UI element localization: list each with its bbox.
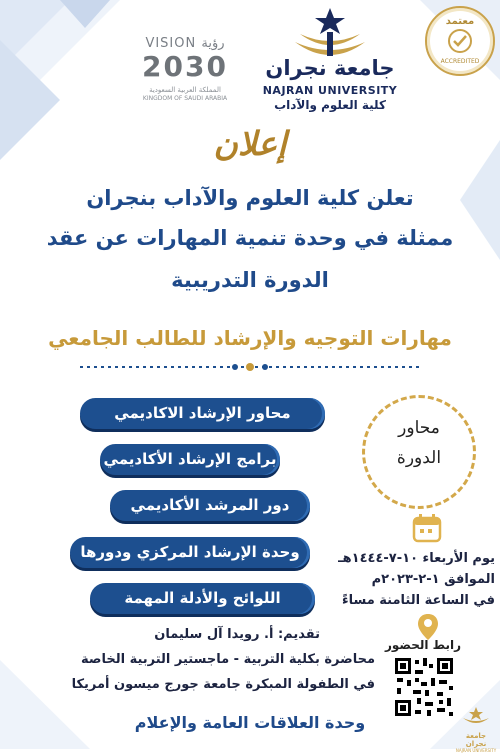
presenter-name: تقديم: أ. رويدا آل سليمان <box>154 627 320 642</box>
footer-logo-en: NAJRAN UNIVERSITY <box>455 748 497 753</box>
presenter-role: محاضرة بكلية التربية - ماجستير التربية الخاصة <box>81 652 375 667</box>
course-title: مهارات التوجيه والإرشاد للطالب الجامعي <box>48 326 452 350</box>
footer-logo-ar: جامعة نجران <box>465 732 487 748</box>
najran-university-logo-icon <box>455 706 497 728</box>
college-name: كلية العلوم والآداب <box>274 98 386 112</box>
vision-label <box>125 36 245 51</box>
course-axis-item: اللوائح والأدلة المهمة <box>90 583 315 614</box>
vision-label-ar: رؤية <box>201 36 225 51</box>
vision-kingdom-en: KINGDOM OF SAUDI ARABIA <box>142 95 228 102</box>
headline-line-2: ممثلة في وحدة تنمية المهارات عن عقد <box>46 226 454 250</box>
university-name-ar: جامعة نجران <box>265 56 395 80</box>
qr-code-icon[interactable] <box>393 656 455 718</box>
accredited-label-ar: معتمد <box>445 16 475 27</box>
schedule-time: في الساعة الثامنة مساءً <box>341 593 495 608</box>
calendar-icon <box>412 513 442 543</box>
circle-line-1: محاور <box>398 418 440 438</box>
university-name-en: NAJRAN UNIVERSITY <box>262 84 398 97</box>
accredited-badge <box>425 6 495 76</box>
course-axis-item: وحدة الإرشاد المركزي ودورها <box>70 537 310 568</box>
headline-line-3: الدورة التدريبية <box>171 268 329 292</box>
accredited-label-en: ACCREDITED <box>440 58 480 65</box>
presenter-affiliation: في الطفولة المبكرة جامعة جورج ميسون أمريكا <box>71 677 375 692</box>
schedule-date: الموافق ١-٢-٢٠٢٣م <box>371 572 495 587</box>
footer-unit: وحدة العلاقات العامة والإعلام <box>134 713 366 732</box>
divider <box>80 362 420 372</box>
course-axis-item: برامج الإرشاد الأكاديمي <box>100 444 280 475</box>
vision-label-en: VISION <box>145 36 197 51</box>
vision-kingdom-ar: المملكة العربية السعودية <box>149 86 221 94</box>
circle-line-2: الدورة <box>396 448 442 468</box>
announcement-label: إعلان <box>213 124 287 163</box>
attendance-label: رابط الحضور <box>384 638 462 652</box>
headline-line-1: تعلن كلية العلوم والآداب بنجران <box>86 186 414 210</box>
vision-year: 2030 <box>142 50 228 83</box>
course-axis-item: محاور الإرشاد الاكاديمي <box>80 398 325 429</box>
schedule-day: يوم الأربعاء ١٠-٧-١٤٤٤هـ <box>338 551 495 566</box>
vision-2030-logo <box>125 36 245 104</box>
footer-university-logo <box>455 706 497 753</box>
course-axes-circle <box>362 395 476 509</box>
course-axis-item: دور المرشد الأكاديمي <box>110 490 310 521</box>
accredited-seal-icon <box>445 28 475 54</box>
